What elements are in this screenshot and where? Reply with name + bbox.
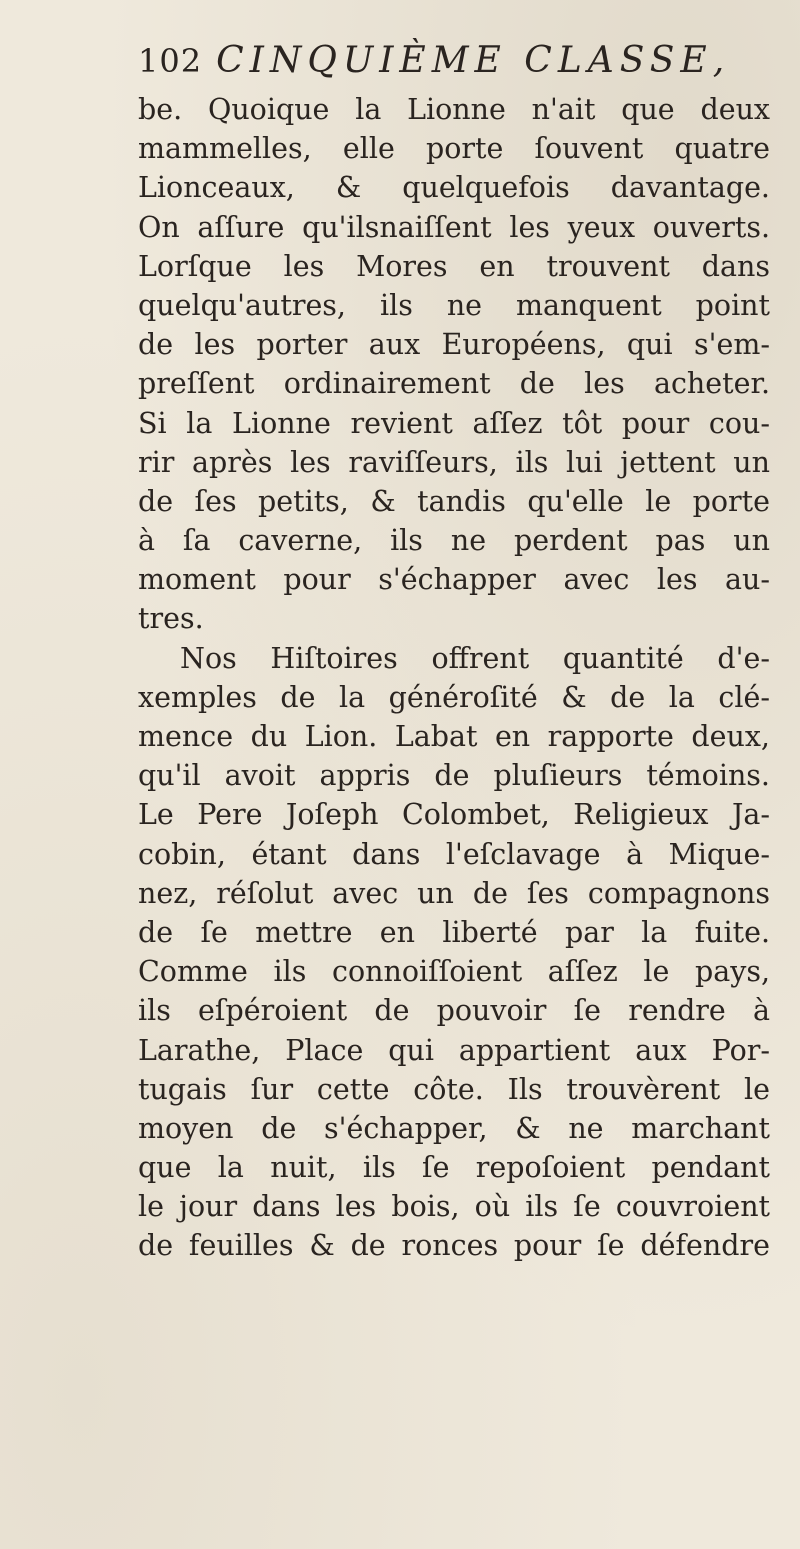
text-line: mammelles, elle porte ſouvent quatre — [138, 132, 770, 166]
text-line: On aſſure qu'ilsnaiſſent les yeux ouverts. — [138, 210, 770, 244]
text-line: que la nuit, ils ſe repoſoient pendant — [138, 1151, 770, 1185]
text-line: tres. — [138, 602, 204, 636]
text-line: de feuilles & de ronces pour ſe défendre — [138, 1229, 770, 1263]
text-line: be. Quoique la Lionne n'ait que deux — [138, 93, 770, 126]
text-line: Le Pere Joſeph Colombet, Religieux Ja- — [138, 798, 770, 832]
text-line: mence du Lion. Labat en rapporte deux, — [138, 720, 770, 753]
text-line: Lionceaux, & quelquefois davantage. — [138, 171, 770, 205]
text-line: de ſe mettre en liberté par la fuite. — [138, 915, 770, 949]
text-line: cobin, étant dans l'eſclavage à Mique- — [138, 837, 770, 871]
page-number: 102 — [138, 42, 203, 80]
running-title: CINQUIÈME CLASSE, — [216, 40, 731, 81]
text-line: nez, réſolut avec un de ſes compagnons — [138, 876, 770, 910]
text-line: de les porter aux Européens, qui s'em- — [138, 328, 770, 362]
text-line: preſſent ordinairement de les acheter. — [138, 367, 770, 401]
text-line: ils eſpéroient de pouvoir ſe rendre à — [138, 994, 770, 1028]
text-line: Larathe, Place qui appartient aux Por- — [138, 1033, 770, 1067]
text-line: tugais ſur cette côte. Ils trouvèrent le — [138, 1072, 770, 1106]
text-line: Lorſque les Mores en trouvent dans — [138, 249, 770, 283]
text-line: Comme ils connoiſſoient aſſez le pays, — [138, 955, 770, 989]
text-line: de ſes petits, & tandis qu'elle le porte — [138, 484, 770, 518]
text-line: quelqu'autres, ils ne manquent point — [138, 288, 770, 322]
text-line: à ſa caverne, ils ne perdent pas un — [138, 524, 770, 558]
paragraph-start-line: Nos Hiſtoires offrent quantité d'e- — [180, 641, 770, 675]
text-line: moyen de s'échapper, & ne marchant — [138, 1111, 770, 1145]
text-line: moment pour s'échapper avec les au- — [138, 563, 770, 597]
text-line: Si la Lionne revient aſſez tôt pour cou- — [138, 406, 770, 440]
text-line: xemples de la généroſité & de la clé- — [138, 680, 770, 714]
text-line: le jour dans les bois, où ils ſe couvroient — [138, 1190, 770, 1224]
body-text — [138, 90, 770, 1266]
text-line: rir après les raviſſeurs, ils lui jettent un — [138, 445, 770, 479]
text-line: qu'il avoit appris de pluſieurs témoins. — [138, 759, 770, 793]
